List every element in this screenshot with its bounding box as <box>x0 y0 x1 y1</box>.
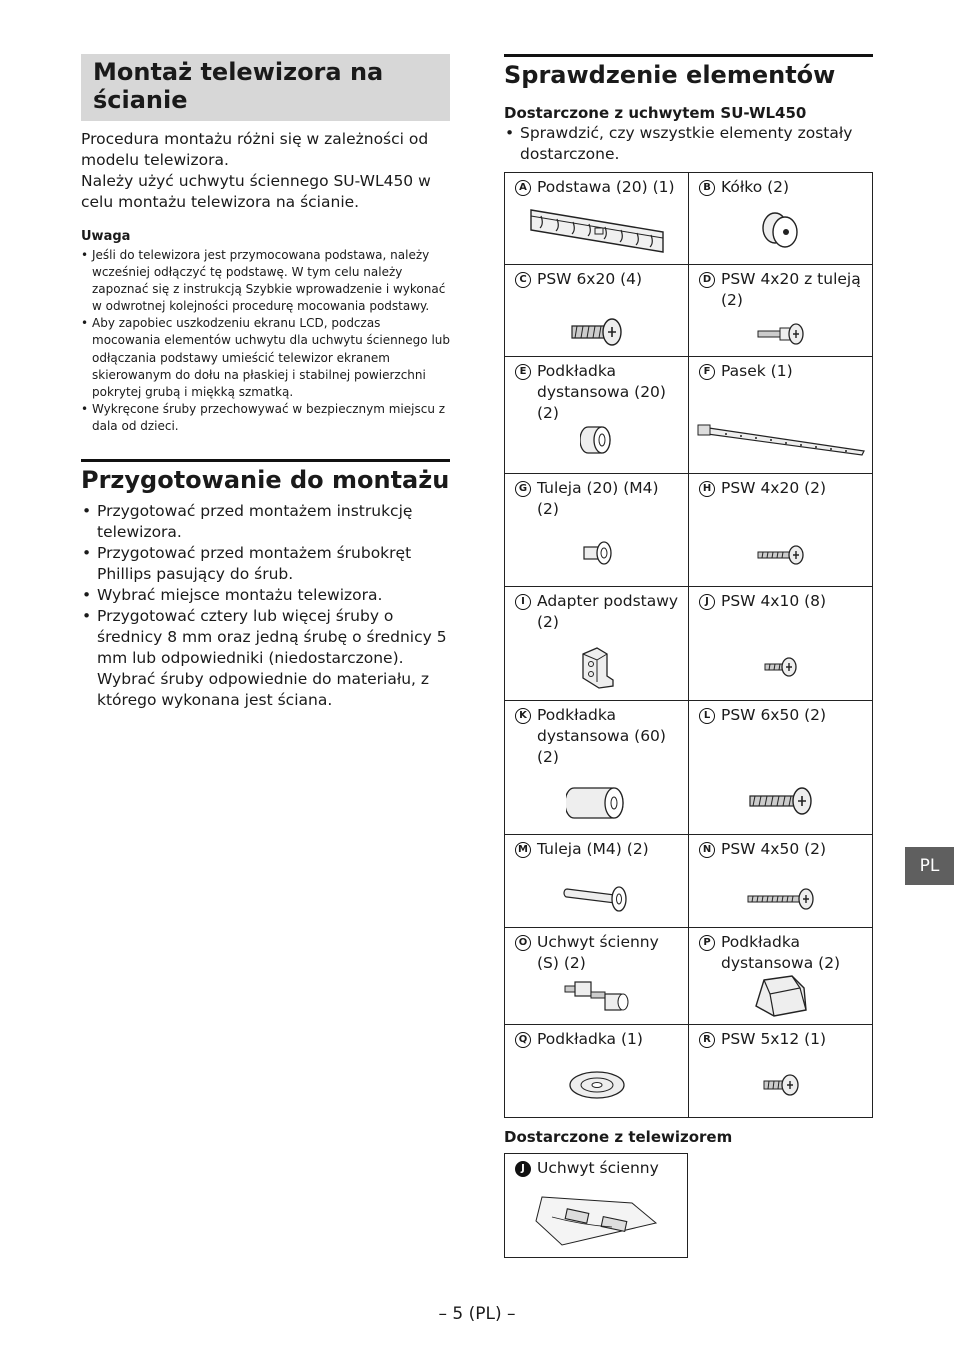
part-letter: E <box>515 364 531 380</box>
part-letter: Q <box>515 1032 531 1048</box>
part-letter: I <box>515 594 531 610</box>
part-label: PSW 4x20 z tuleją (2) <box>721 270 861 309</box>
page-number: – 5 (PL) – <box>438 1304 516 1324</box>
supplied-heading: Dostarczone z uchwytem SU-WL450 <box>504 104 807 122</box>
screw-icon <box>763 656 799 678</box>
prep-item: • Przygotować przed montażem instrukcję telewizora. <box>81 501 450 543</box>
screw-icon <box>762 1073 800 1097</box>
part-label: PSW 6x20 (4) <box>537 270 643 288</box>
part-label: Uchwyt ścienny <box>537 1159 659 1177</box>
part-letter: B <box>699 180 715 196</box>
part-letter: A <box>515 180 531 196</box>
part-cell-g <box>505 474 689 587</box>
part-cell-p <box>689 928 873 1025</box>
note-item: • Aby zapobiec uszkodzeniu ekranu LCD, podczas mocowania elementów uchwytu dla uchwytu ściennego lub odłączania podstawy umieścić telewizor ekranem skierowanym do dołu na płaskiej i stabilnej powierzchni pokrytej grubą i miękką szmatką. <box>81 315 450 400</box>
part-letter: K <box>515 708 531 724</box>
note-item: • Jeśli do telewizora jest przymocowana podstawa, należy wcześniej odłączyć tę podstawę. W tym celu należy zapoznać się z instrukcją Szybkie wprowadzenie i wykonać w odwrotnej kolejności procedurę mocowania podstawy. <box>81 247 450 315</box>
tv-part-cell <box>504 1153 688 1258</box>
part-letter: H <box>699 481 715 497</box>
part-cell-b <box>689 173 873 265</box>
screw-icon <box>756 322 806 346</box>
part-letter: O <box>515 935 531 951</box>
tv-wall-mount-icon <box>532 1193 660 1249</box>
part-label: PSW 4x10 (8) <box>721 592 827 610</box>
left-column <box>81 54 450 711</box>
screw-icon <box>748 786 814 816</box>
note-list <box>81 247 450 435</box>
part-letter: J <box>699 594 715 610</box>
part-label: Tuleja (20) (M4) (2) <box>537 479 659 518</box>
belt-icon <box>696 423 866 459</box>
part-label: Podkładka dystansowa (20) (2) <box>537 362 666 422</box>
spacer-icon <box>566 782 628 822</box>
tv-supplied-heading: Dostarczone z telewizorem <box>504 1128 733 1146</box>
part-letter: N <box>699 842 715 858</box>
language-tab: PL <box>905 847 954 885</box>
prep-list <box>81 501 450 711</box>
note-heading: Uwaga <box>81 229 131 244</box>
part-label: Podkładka dystansowa (60) (2) <box>537 706 666 766</box>
part-cell-j <box>689 587 873 701</box>
intro-line-2: Należy użyć uchwytu ściennego SU-WL450 w celu montażu telewizora na ścianie. <box>81 172 431 211</box>
part-label: Uchwyt ścienny (S) (2) <box>537 933 659 972</box>
part-letter: M <box>515 842 531 858</box>
prep-item: • Przygotować przed montażem śrubokręt Phillips pasujący do śrub. <box>81 543 450 585</box>
part-cell-q <box>505 1025 689 1118</box>
part-letter: D <box>699 272 715 288</box>
title-box <box>81 54 450 121</box>
part-cell-e <box>505 357 689 474</box>
note-item: • Wykręcone śruby przechowywać w bezpiecznym miejscu z dala od dzieci. <box>81 401 450 435</box>
part-cell-h <box>689 474 873 587</box>
prep-item: • Przygotować cztery lub więcej śruby o średnicy 8 mm oraz jedną śrubę o średnicy 5 mm lub odpowiedniki (niedostarczone). Wybrać śruby odpowiednie do materiału, z którego wykonana jest ściana. <box>81 606 450 711</box>
part-label: PSW 5x12 (1) <box>721 1030 827 1048</box>
sleeve-icon <box>563 881 631 913</box>
part-label: PSW 4x50 (2) <box>721 840 827 858</box>
page-title: Montaż telewizora na ścianie <box>93 58 384 114</box>
parts-table <box>504 172 873 1118</box>
part-label: Tuleja (M4) (2) <box>537 840 649 858</box>
part-cell-n <box>689 835 873 928</box>
check-text: • Sprawdzić, czy wszystkie elementy zostały dostarczone. <box>504 123 873 165</box>
prep-item: • Wybrać miejsce montażu telewizora. <box>81 585 450 606</box>
part-letter: R <box>699 1032 715 1048</box>
part-cell-c <box>505 265 689 357</box>
washer-icon <box>568 1069 626 1101</box>
part-label: Podstawa (20) (1) <box>537 178 675 196</box>
intro-text <box>81 129 450 213</box>
part-label: PSW 6x50 (2) <box>721 706 827 724</box>
part-cell-a <box>505 173 689 265</box>
prep-section-header <box>81 459 450 495</box>
part-cell-r <box>689 1025 873 1118</box>
part-cell-l <box>689 701 873 835</box>
screw-icon <box>746 887 816 911</box>
intro-line-1: Procedura montażu różni się w zależności od modelu telewizora. <box>81 130 429 169</box>
sleeve-icon <box>580 540 614 568</box>
part-letter: P <box>699 935 715 951</box>
part-label: PSW 4x20 (2) <box>721 479 827 497</box>
part-cell-k <box>505 701 689 835</box>
pad-icon <box>752 974 810 1018</box>
part-letter: G <box>515 481 531 497</box>
right-column <box>504 54 873 165</box>
adapter-icon <box>577 646 617 690</box>
screw-icon <box>570 316 624 348</box>
part-label: Adapter podstawy (2) <box>537 592 679 631</box>
screw-icon <box>756 544 806 566</box>
parts-section-header <box>504 54 873 90</box>
part-letter: C <box>515 272 531 288</box>
part-cell-i <box>505 587 689 701</box>
part-label: Kółko (2) <box>721 178 790 196</box>
part-cell-o <box>505 928 689 1025</box>
part-cell-d <box>689 265 873 357</box>
part-letter: L <box>699 708 715 724</box>
part-letter: F <box>699 364 715 380</box>
bracket-icon <box>527 206 667 256</box>
part-letter: J <box>515 1161 531 1177</box>
wheel-icon <box>759 210 803 250</box>
part-cell-m <box>505 835 689 928</box>
part-label: Podkładka (1) <box>537 1030 643 1048</box>
prep-heading: Przygotowanie do montażu <box>81 466 450 495</box>
part-cell-f <box>689 357 873 474</box>
part-label: Pasek (1) <box>721 362 793 380</box>
parts-heading: Sprawdzenie elementów <box>504 61 836 89</box>
spacer-icon <box>580 423 614 457</box>
part-label: Podkładka dystansowa (2) <box>721 933 841 972</box>
wall-mount-icon <box>561 980 633 1014</box>
